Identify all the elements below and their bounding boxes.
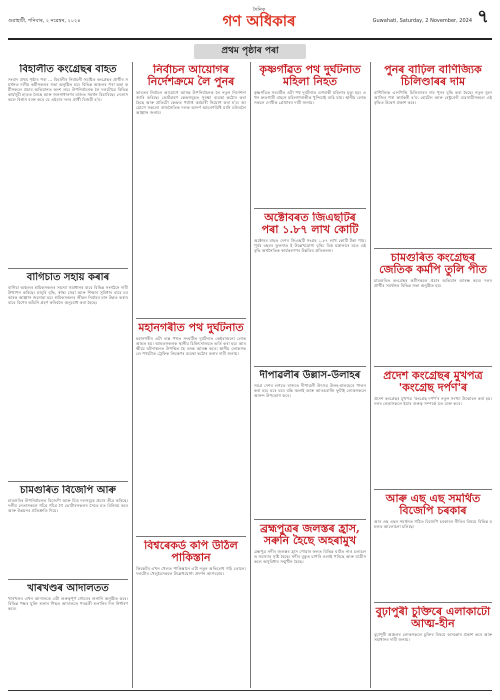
article-body: মহানগৰীৰ এটা ব্যস্ত পথত সংঘটিত দুৰ্ঘটনাত কেইবাজনো লোক আহত হয়। আহতসকলক স্থানীয় চিকিৎসালয়ত ভৰ্তি কৰা হয়। আৰক্ষীয়ে ঘটনাস্থলত উপস্থিত হৈ তদন্ত আৰম্ভ কৰে। স্থানীয় লোকসকলে পথটোত ট্ৰেফিক নিয়ন্ত্ৰণৰ ব্যৱস্থা কঠোৰ কৰাৰ দাবী জনায়। <box>136 336 246 357</box>
article-divider <box>136 536 246 537</box>
page-number: ৭ <box>477 6 489 27</box>
page-header <box>8 5 492 39</box>
header-rule <box>8 38 492 40</box>
headline: ব্ৰহ্মপুত্ৰৰ জলস্তৰ হ্ৰাস, সৰুনি হৈছে অহৰামুখ <box>260 523 360 547</box>
article-divider <box>374 366 492 367</box>
article-divider <box>254 366 366 367</box>
headline: মহানগৰীত পথ দুৰ্ঘটনাত <box>138 322 244 334</box>
article-divider <box>8 481 128 482</box>
footer-rule <box>8 690 492 691</box>
article-body: আৰ এছ এছৰ সমৰ্থনত গঠিত বিজেপি চৰকাৰৰ নীতিৰ বিষয়ে বিভিন্ন মহলত আলোচনা চলিছে। <box>374 519 492 530</box>
article <box>254 212 366 362</box>
headline: অক্টোবৰত জিএছটিৰ পৰা ১.৮৭ লাখ কোটি <box>261 212 359 236</box>
article-body: বুঢ়াপুৰী অঞ্চলৰ লোকসকলে চুক্তিৰ বিষয়ে অসন্তোষ প্ৰকাশ কৰে আৰু সমাধানৰ দাবী জনায়। <box>374 632 492 643</box>
headline: নিৰ্বাচন আয়োগৰ নিৰ্দেশক্ৰমে লৈ পুনৰ <box>147 64 235 88</box>
article-body: প্ৰদেশ কংগ্ৰেছৰ মুখপত্ৰ 'কংগ্ৰেছ দৰ্পণ'ৰ নতুন সংখ্যা উন্মোচন কৰা হয়। দলৰ নেতাসকলে ইয়াৰ গুৰুত্ব সম্পৰ্কে মত ব্যক্ত কৰে। <box>374 396 492 407</box>
date-line-english: Guwahati, Saturday, 2 November, 2024 <box>372 18 472 24</box>
article-body: চামগুৰিৰ উপনিৰ্বাচনত বিজেপি আৰু মিত্ৰ দলসমূহে প্ৰচাৰ তীব্ৰ কৰিছে। দলীয় নেতাসকলে গাঁৱে গাঁৱে গৈ ভোটাৰসকলৰ সৈতে মত বিনিময় কৰে আৰু উন্নয়নৰ প্ৰতিশ্ৰুতি দিয়ে। <box>8 498 128 514</box>
article <box>254 523 366 686</box>
headline: প্ৰদেশ কংগ্ৰেছৰ মুখপত্ৰ 'কংগ্ৰেছ দৰ্পণ'ৰ <box>383 370 483 394</box>
article <box>374 370 492 485</box>
masthead-small: দৈনিক <box>252 7 266 13</box>
article-divider <box>374 489 492 490</box>
headline: আৰু এছ এছ সমৰ্থিত বিজেপি চৰকাৰ <box>385 493 481 517</box>
headline: বুঢ়াপুৰী চুক্তিৰে এলাকাটো আত্ম-হীন <box>375 606 491 630</box>
article-divider <box>8 268 128 269</box>
headline: বাগিচাত সহায় কৰাৰ <box>26 272 110 283</box>
section-banner: প্ৰথম পৃষ্ঠাৰ পৰা <box>194 44 306 59</box>
article <box>374 493 492 598</box>
article-divider <box>254 208 366 209</box>
article-divider <box>136 318 246 319</box>
column-divider <box>370 62 371 688</box>
article-body: সংবাদ প্ৰথম পৃষ্ঠাৰ পৰা ... বিহালীৰ নিৰ্বাচনী সমষ্টিত কংগ্ৰেছৰ প্ৰাৰ্থীৰ সমৰ্থনত দলীয় কৰ্মীসকলৰ সভা অনুষ্ঠিত হয়। বিভিন্ন অঞ্চলৰ পৰা অহা কৰ্মীসকলে প্ৰচাৰ অভিযানত অংশ লয়। উপনিৰ্বাচনক লৈ দলটোৱে বিভিন্ন কাৰ্যসূচী হাতত লৈছে আৰু জনসাধাৰণৰ মাজত সমৰ্থন বিচাৰিছে। নেতাসকলে বিশ্বাস ব্যক্ত কৰে যে এইবাৰ দলৰ প্ৰাৰ্থী বিজয়ী হ'ব। <box>8 77 128 103</box>
article <box>8 64 128 264</box>
headline: পুনৰ বাঢ়িল বাণিজ্যিক চিলিণ্ডাৰৰ দাম <box>384 64 482 88</box>
article-body: বাণিজ্যিক এলপিজি চিলিণ্ডাৰৰ দাম পুনৰ বৃদ্ধি কৰা হৈছে। নতুন মূল্য আজিৰ পৰা কাৰ্যকৰী হ'ব। হোটেল আৰু ৰেষ্টুৰেণ্ট ব্যৱসায়ীসকলে এই বৃদ্ধিত উদ্বেগ প্ৰকাশ কৰে। <box>374 90 492 106</box>
article <box>374 252 492 362</box>
article-body: ভাৰতৰ নিৰ্বাচন আয়োগে আসন্ন উপনিৰ্বাচনক লৈ নতুন নিৰ্দেশনা জাৰি কৰিছে। ভোটগ্ৰহণ কেন্দ্ৰসমূহত সুৰক্ষা ব্যৱস্থা কঠোৰ কৰা হৈছে আৰু প্ৰতিটো কেন্দ্ৰত পৰ্যাপ্ত কৰ্মচাৰী নিয়োগ কৰা হ'ব। আয়োগে সকলো ৰাজনৈতিক দলক আদৰ্শ আচৰণবিধি মানি চলিবলৈ আহ্বান জনায়। <box>136 90 246 116</box>
headline: বিহালীত কংগ্ৰেছৰ বাহত <box>19 64 117 75</box>
article-divider <box>374 248 492 249</box>
headline: খাৰখণ্ডৰ আদালতত <box>27 583 109 594</box>
article-divider <box>254 519 366 520</box>
article-divider <box>374 602 492 603</box>
article <box>8 272 128 477</box>
article <box>136 540 246 686</box>
masthead <box>182 7 336 35</box>
article <box>374 606 492 686</box>
article-body: ব্ৰহ্মপুত্ৰ নদীৰ জলস্তৰ হ্ৰাস পোৱাৰ ফলত বিভিন্ন ঘাটত নাও চলাচলত সমস্যাৰ সৃষ্টি হৈছে। নদীৰ বুকুত চাপৰি ওলাই পৰিছে আৰু যাত্ৰীসকলে অসুবিধাৰ সন্মুখীন হৈছে। <box>254 549 366 565</box>
column-divider <box>132 62 133 688</box>
headline: দীপাৱলীৰ উল্লাস-উলাহৰ <box>259 370 361 381</box>
headline: চামগুৰিত কংগ্ৰেছৰ জেতিক কৰ্মপি তুলি পীত <box>379 252 487 276</box>
masthead-title: গণ অধিকাৰ <box>222 12 296 30</box>
article-body: ক্ৰিকেটৰ এখন খেলত পাকিস্তানে এটা নতুন অভিলেখ গঢ়ি তোলে। দলটোৰ খেলুৱৈসকলে উল্লেখযোগ্য প্ৰদৰ্শন আগবঢ়ায়। <box>136 566 246 577</box>
article-body: অক্টোবৰ মাহত দেশৰ জিএছটি সংগ্ৰহ ১.৮৭ লাখ কোটি টকা পায়। পূৰ্বৰ বছৰৰ তুলনাত ই উল্লেখযোগ্য বৃদ্ধি। বিত্ত মন্ত্ৰালয়ৰ মতে এই বৃদ্ধি অৰ্থনৈতিক কাৰ্যকলাপৰ উন্নতিৰ প্ৰতিফলন। <box>254 238 366 254</box>
article <box>136 64 246 314</box>
article-body: বাগিচা অঞ্চলৰ শ্ৰমিকসকলৰ সমস্যা সমাধানৰ বাবে বিভিন্ন সংগঠনে দাবী উত্থাপন কৰিছে। মজুৰি বৃদ্ধি, স্বাস্থ্য সেৱা আৰু শিক্ষাৰ সুবিধাৰ বাবে চৰকাৰক আহ্বান জনোৱা হয়। শ্ৰমিকসকলৰ জীৱন নিৰ্বাহৰ মান উন্নত কৰাৰ বাবে বিশেষ আঁচনি গ্ৰহণ কৰিবলৈ অনুৰোধ কৰা হৈছে। <box>8 285 128 306</box>
headline: চামগুৰিত বিজেপি আৰু <box>20 485 116 496</box>
headline: কৃষ্ণগাঁৱত পথ দুৰ্ঘটনাত মহিলা নিহত <box>259 64 361 88</box>
article <box>8 583 128 686</box>
article-body: চামগুৰিত কংগ্ৰেছৰ কৰ্মীসকলে প্ৰচাৰ অভিযান আৰম্ভ কৰে। দলৰ প্ৰাৰ্থীৰ সমৰ্থনত বিভিন্ন সভা অনুষ্ঠিত হয়। <box>374 278 492 289</box>
article <box>374 64 492 244</box>
article <box>136 322 246 532</box>
date-line-assamese: গুৱাহাটী, শনিবাৰ, ২ নৱেম্বৰ, ২০২৪ <box>8 18 81 24</box>
article <box>254 370 366 515</box>
column-divider <box>250 62 251 688</box>
article-body: খাৰখণ্ডৰ এখন আদালতে এটা গুৰুত্বপূৰ্ণ গোচৰৰ শুনানি অনুষ্ঠিত কৰে। বিভিন্ন পক্ষৰ যুক্তি শুনাৰ পিছত আদালতে পৰৱৰ্তী শুনানিৰ দিন নিৰ্ধাৰণ কৰে। <box>8 596 128 612</box>
article-body: সমগ্ৰ দেশৰ লগতে ৰাজ্যত দীপাৱলী উৎসৱ উলহ-মালহেৰে পালন কৰা হয়। ঘৰে ঘৰে বন্তি জ্বলাই আৰু আতচবাজি ফুটাই লোকসকলে আনন্দ উপভোগ কৰে। <box>254 383 366 399</box>
headline: বিশ্বৰেকৰ্ড কপি উঠিল পাকিস্তান <box>144 540 238 564</box>
article-divider <box>8 579 128 580</box>
article <box>254 64 366 204</box>
article-body: কৃষ্ণগাঁৱত সংঘটিত এটা পথ দুৰ্ঘটনাত এগৰাকী মহিলাৰ মৃত্যু হয়। এখন দ্ৰুতগামী বাহনে মহিলাগৰাকীক খুন্দিয়াই গুচি যায়। স্থানীয় লোকসকলে দোষীক গ্ৰেপ্তাৰৰ দাবী জনায়। <box>254 90 366 106</box>
article <box>8 485 128 575</box>
